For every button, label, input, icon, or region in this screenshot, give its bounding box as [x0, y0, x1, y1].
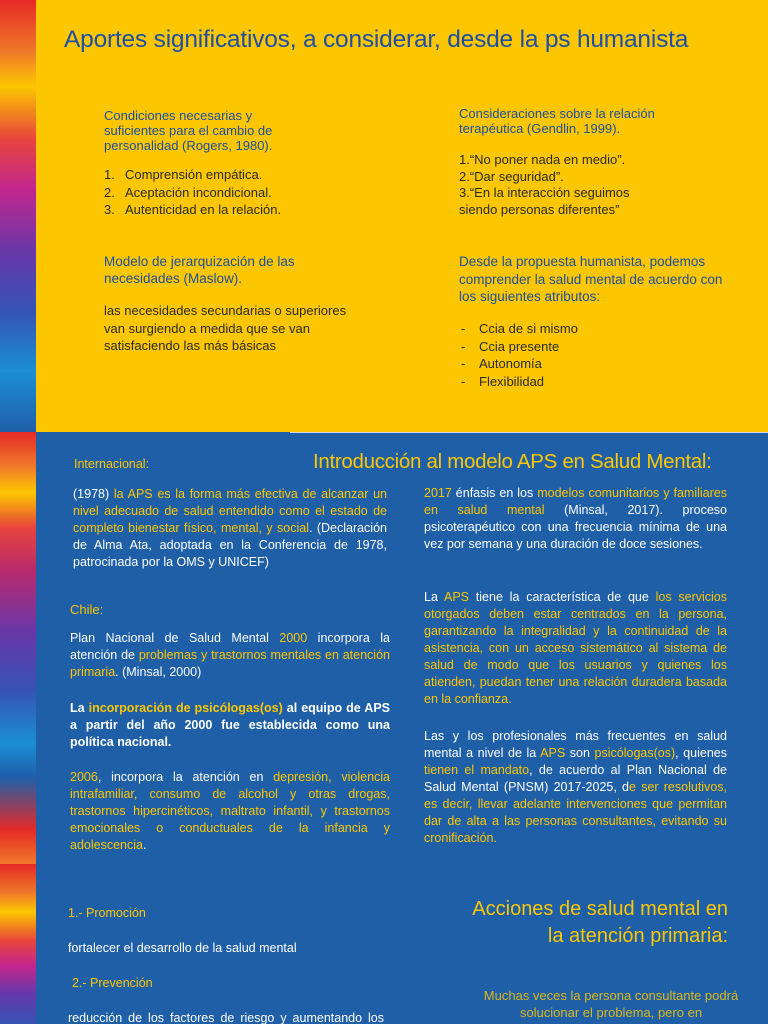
promotion-heading: 1.- Promoción: [68, 906, 146, 920]
list-item: - Ccia de si mismo: [461, 320, 661, 338]
year-2006-paragraph: 2006, incorpora la atención en depresión, violencia intrafamiliar, consumo de alcohol y otras drogas, trastornos hipercinéticos, maltrato infantil, y trastornos emocionales o conductuales de la infancia y adolescencia.: [70, 770, 390, 852]
alma-ata-paragraph: (1978) la APS es la forma más efectiva de alcanzar un nivel adecuado de salud entendido como el estado de completo bienestar físico, mental, y social. (Declaración de Alma Ata, adoptada en la Conferencia de 1978, patrocinada por la OMS y UNICEF): [73, 487, 387, 569]
professionals-paragraph: Las y los profesionales más frecuentes en salud mental a nivel de la APS son psicólogas(os), quienes tienen el mandato, de acuerdo al Plan Nacional de Salud Mental (PNSM) 2017-2025, de ser resolutivos, es decir, llevar adelante intervenciones que permitan dar de alta a las personas consultantes, evitando su cronificación.: [424, 729, 727, 845]
prevention-heading: 2.- Prevención: [72, 976, 153, 990]
promotion-text: fortalecer el desarrollo de la salud mental: [68, 941, 297, 955]
list-item: 2. Aceptación incondicional.: [104, 184, 272, 200]
year-2017-paragraph: 2017 énfasis en los modelos comunitarios y familiares en salud mental (Minsal, 2017). proceso psicoterapéutico con una frecuencia mínima de una vez por semana y una duración de doce sesiones.: [424, 486, 727, 551]
chile-label: Chile:: [70, 602, 104, 617]
humanist-attributes-heading: Desde la propuesta humanista, podemos comprender la salud mental de acuerdo con los siguientes atributos:: [459, 254, 723, 304]
slide-aps-model-introduction: [0, 432, 768, 864]
gendlin-considerations: [459, 152, 659, 218]
maslow-heading: Modelo de jerarquización de las necesidades (Maslow).: [104, 254, 295, 286]
decorative-color-strip: [0, 432, 36, 864]
aps-characteristics-paragraph: La APS tiene la característica de que los servicios otorgados deben estar centrados en la persona, garantizando la integralidad y la continuidad de la asistencia, con un acceso sistemático al sistema de salud de modo que los usuarios y quienes los atienden, puedan tener una relación duradera basada en la confianza.: [424, 590, 728, 706]
decorative-color-strip: [0, 0, 36, 432]
decorative-color-strip: [0, 864, 36, 1024]
list-item: 2.“Dar seguridad”.: [459, 168, 564, 184]
slide-title: Introducción al modelo APS en Salud Mental:: [313, 450, 712, 473]
list-item: - Ccia presente: [461, 338, 661, 356]
list-item: 1. Comprensión empática.: [104, 167, 263, 182]
slide-title: Aportes significativos, a considerar, desde la ps humanista: [64, 26, 689, 53]
humanist-attributes-list: [461, 320, 661, 390]
rogers-conditions-list: [104, 166, 334, 219]
slide-humanist-contributions: [0, 0, 768, 432]
plan-2000-paragraph: Plan Nacional de Salud Mental 2000 incorpora la atención de problemas y trastornos mentales en atención primaria. (Minsal, 2000): [70, 631, 390, 679]
rogers-heading: Condiciones necesarias y suficientes para el cambio de personalidad (Rogers, 1980).: [104, 108, 273, 153]
prevention-text: reducción de los factores de riesgo y aumentando los: [68, 1011, 385, 1024]
list-item: 3.“En la interacción seguimos siendo personas diferentes”: [459, 185, 630, 217]
list-item: - Autonomía: [461, 355, 661, 373]
internacional-label: Internacional:: [74, 457, 150, 471]
maslow-description: las necesidades secundarias o superiores van surgiendo a medida que se van satisfaciendo las más básicas: [104, 303, 347, 353]
gendlin-heading: Consideraciones sobre la relación terapéutica (Gendlin, 1999).: [459, 106, 655, 136]
consultant-note: Muchas veces la persona consultante podrá solucionar el problema, pero en: [483, 988, 739, 1020]
psychologists-policy-paragraph: La incorporación de psicólogas(os) al equipo de APS a partir del año 2000 fue establecida como una política nacional.: [70, 701, 391, 749]
list-item: 1.“No poner nada en medio”.: [459, 152, 626, 167]
divider: [290, 432, 768, 433]
list-item: 3. Autenticidad en la relación.: [104, 202, 282, 217]
list-item: - Flexibilidad: [461, 373, 661, 391]
slide-mental-health-actions: [0, 864, 768, 1024]
slide-title: Acciones de salud mental en la atención primaria:: [472, 898, 728, 947]
